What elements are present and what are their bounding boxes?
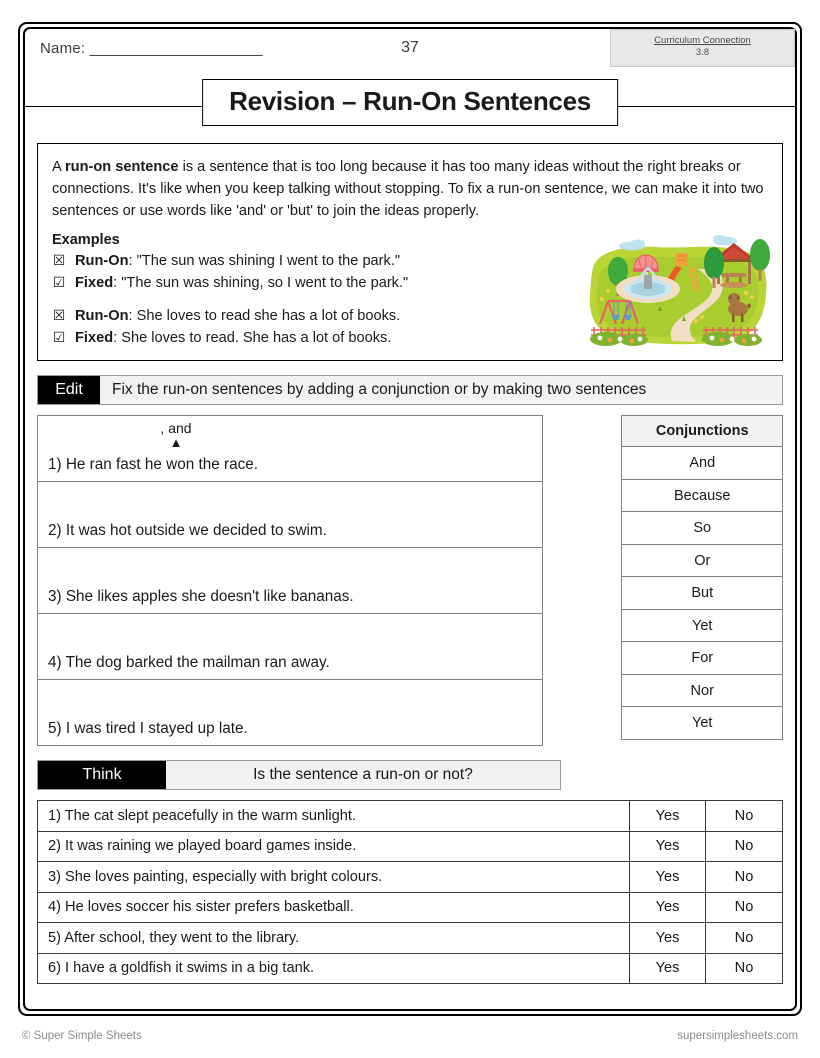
- table-row: [38, 954, 782, 985]
- example-text: She loves to read she has a lot of books.: [136, 308, 401, 324]
- edit-question-text: 5) I was tired I stayed up late.: [48, 720, 248, 737]
- crossed-box-icon: ☒: [52, 252, 66, 268]
- answer-option-no[interactable]: No: [734, 960, 754, 977]
- example-separator: :: [128, 253, 137, 269]
- example-separator: :: [128, 308, 137, 324]
- edit-questions-table: [37, 415, 543, 746]
- caret-insertion-icon: ▲: [169, 435, 183, 450]
- page-title: Revision – Run-On Sentences: [202, 79, 618, 126]
- answer-option-yes[interactable]: Yes: [630, 954, 706, 984]
- table-row: [38, 832, 782, 863]
- think-questions-table: [37, 800, 783, 984]
- edit-section-header: [37, 375, 783, 405]
- conjunction-item[interactable]: So: [622, 512, 782, 545]
- conjunction-item[interactable]: Or: [622, 545, 782, 578]
- example-text: She loves to read. She has a lot of books.: [121, 330, 392, 346]
- conjunctions-table: [621, 415, 783, 740]
- explanation-term-bold: run-on sentence: [64, 159, 179, 175]
- answer-option-yes[interactable]: Yes: [630, 893, 706, 923]
- edit-question-row[interactable]: [38, 614, 542, 680]
- examples-heading: Examples: [52, 232, 120, 248]
- name-blank-line: ______________________: [89, 40, 263, 57]
- think-section-instruction: Is the sentence a run-on or not?: [166, 761, 560, 789]
- footer-copyright: © Super Simple Sheets: [22, 1030, 142, 1042]
- answer-option-no[interactable]: No: [734, 807, 754, 824]
- conjunction-item[interactable]: Yet: [622, 707, 782, 740]
- answer-option-no[interactable]: No: [734, 929, 754, 946]
- example-label: Run-On: [75, 253, 129, 269]
- worksheet-content: [25, 29, 795, 1009]
- think-question-text: 4) He loves soccer his sister prefers basketball.: [38, 893, 630, 923]
- edit-question-row[interactable]: [38, 680, 542, 746]
- explanation-text-part1: A: [52, 159, 65, 175]
- conjunction-item[interactable]: Nor: [622, 675, 782, 708]
- conjunction-item[interactable]: And: [622, 447, 782, 480]
- edit-question-text: 2) It was hot outside we decided to swim.: [48, 522, 327, 539]
- answer-option-yes[interactable]: Yes: [630, 923, 706, 953]
- conjunction-item[interactable]: Yet: [622, 610, 782, 643]
- conjunction-item[interactable]: But: [622, 577, 782, 610]
- table-row: [38, 893, 782, 924]
- page-footer: [22, 1030, 798, 1042]
- think-section-header: [37, 760, 561, 790]
- edit-question-row[interactable]: [38, 416, 542, 482]
- edit-question-text: 1) He ran fast he won the race.: [48, 456, 259, 473]
- conjunctions-table-header: Conjunctions: [622, 416, 782, 447]
- example-label: Fixed: [75, 330, 114, 346]
- explanation-box: [37, 143, 783, 361]
- name-label: Name:: [40, 40, 86, 57]
- answer-option-no[interactable]: No: [734, 899, 754, 916]
- table-row: [38, 862, 782, 893]
- example-label: Fixed: [75, 275, 114, 291]
- edit-section-instruction: Fix the run-on sentences by adding a conjunction or by making two sentences: [100, 376, 782, 404]
- conjunction-item[interactable]: For: [622, 642, 782, 675]
- checked-box-icon: ☑: [52, 274, 66, 290]
- explanation-text-part2: is a sentence that is too long because it has too many ideas without the right breaks or connections. It's like when you keep talking without stopping. To fix a run-on sentence, we can make it into two sentences or use words like 'and' or 'but' to join the ideas properly.: [52, 159, 764, 219]
- worksheet-header: [25, 29, 795, 77]
- park-playground-illustration: [586, 229, 772, 351]
- answer-option-no[interactable]: No: [734, 838, 754, 855]
- example-separator: :: [113, 330, 122, 346]
- think-question-text: 5) After school, they went to the library.: [38, 923, 630, 953]
- example-separator: :: [113, 275, 122, 291]
- answer-option-yes[interactable]: Yes: [630, 832, 706, 862]
- title-band: [25, 77, 795, 135]
- annotation-text: , and: [160, 420, 192, 436]
- think-question-text: 6) I have a goldfish it swims in a big tank.: [38, 954, 630, 984]
- curriculum-connection-title: Curriculum Connection: [654, 35, 751, 46]
- example-text: "The sun was shining, so I went to the park.": [121, 275, 409, 291]
- student-annotation[interactable]: [146, 421, 206, 448]
- think-section-tag: Think: [38, 761, 166, 789]
- curriculum-connection-code: 3.8: [695, 47, 710, 58]
- crossed-box-icon: ☒: [52, 307, 66, 323]
- explanation-paragraph: [52, 156, 764, 222]
- answer-option-no[interactable]: No: [734, 868, 754, 885]
- think-question-text: 2) It was raining we played board games inside.: [38, 832, 630, 862]
- answer-option-yes[interactable]: Yes: [630, 862, 706, 892]
- edit-exercise-area: [37, 415, 783, 746]
- page-number: 37: [401, 39, 419, 56]
- conjunction-item[interactable]: Because: [622, 480, 782, 513]
- footer-website: supersimplesheets.com: [677, 1030, 798, 1042]
- think-question-text: 1) The cat slept peacefully in the warm sunlight.: [38, 801, 630, 831]
- answer-option-yes[interactable]: Yes: [630, 801, 706, 831]
- edit-section-tag: Edit: [38, 376, 100, 404]
- checked-box-icon: ☑: [52, 329, 66, 345]
- edit-question-row[interactable]: [38, 548, 542, 614]
- example-text: "The sun was shining I went to the park.": [136, 253, 401, 269]
- edit-question-row[interactable]: [38, 482, 542, 548]
- curriculum-connection-badge: [610, 29, 795, 67]
- edit-question-text: 4) The dog barked the mailman ran away.: [48, 654, 330, 671]
- edit-question-text: 3) She likes apples she doesn't like bananas.: [48, 588, 354, 605]
- table-row: [38, 801, 782, 832]
- example-label: Run-On: [75, 308, 129, 324]
- think-question-text: 3) She loves painting, especially with bright colours.: [38, 862, 630, 892]
- table-row: [38, 923, 782, 954]
